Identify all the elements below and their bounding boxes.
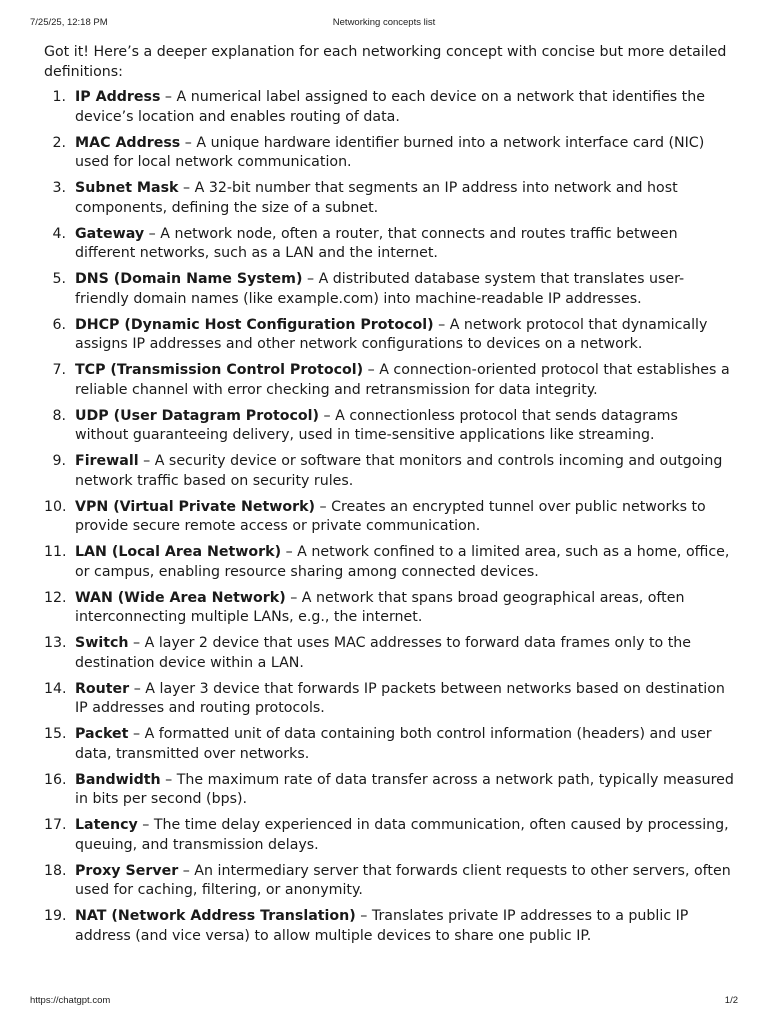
list-item-definition: – A security device or software that monitors and controls incoming and outgoing network traffic based on security rules. [75,453,723,489]
list-item-term: Latency [75,817,138,833]
list-item-number: 13. [44,635,67,651]
list-item-term: VPN (Virtual Private Network) [75,498,315,515]
list-item-number: 15. [44,726,67,742]
list-item-definition: – A network confined to a limited area, such as a home, office, or campus, enabling resource sharing among connected devices. [75,544,730,580]
list-item-definition: – A unique hardware identifier burned into a network interface card (NIC) used for local network communication. [75,134,705,170]
print-title: Networking concepts list [332,17,436,28]
list-item-definition: – Translates private IP addresses to a public IP address (and vice versa) to allow multiple devices to share one public IP. [75,908,689,944]
document-content [44,43,734,953]
list-item-term: MAC Address [75,134,181,151]
list-item [44,407,734,446]
list-item-definition: – A connectionless protocol that sends datagrams without guaranteeing delivery, used in time-sensitive applications like streaming. [75,407,678,443]
list-item-term: UDP (User Datagram Protocol) [75,407,319,424]
list-item-term: TCP (Transmission Control Protocol) [75,362,364,378]
list-item-number: 19. [44,908,67,924]
list-item-number: 10. [44,498,67,515]
list-item [44,134,734,173]
list-item-definition: – A distributed database system that translates user-friendly domain names (like example.com) into machine-readable IP addresses. [75,271,685,307]
list-item-definition: – A network that spans broad geographical areas, often interconnecting multiple LANs, e.g., the internet. [75,589,685,625]
list-item-definition: – An intermediary server that forwards client requests to other servers, often used for caching, filtering, or anonymity. [75,862,731,898]
list-item [44,179,734,218]
list-item-number: 11. [44,544,67,560]
list-item-term: Switch [75,635,129,651]
list-item [44,270,734,309]
list-item-definition: – The maximum rate of data transfer across a network path, typically measured in bits per second (bps). [75,771,734,807]
list-item-number: 5. [52,271,66,287]
print-datetime: 7/25/25, 12:18 PM [30,17,108,28]
print-header [0,17,768,31]
list-item-term: LAN (Local Area Network) [75,544,282,560]
list-item-definition: – Creates an encrypted tunnel over public networks to provide secure remote access or private communication. [75,498,706,534]
list-item [44,498,734,537]
list-item [44,361,734,400]
list-item [44,316,734,355]
list-item-definition: – A formatted unit of data containing both control information (headers) and user data, transmitted over networks. [75,726,712,762]
intro-paragraph: Got it! Here’s a deeper explanation for each networking concept with concise but more detailed definitions: [44,44,727,80]
list-item-definition: – A layer 3 device that forwards IP packets between networks based on destination IP addresses and routing protocols. [75,680,725,716]
list-item-term: Router [75,680,130,697]
list-item-term: Packet [75,726,129,742]
list-item-term: DHCP (Dynamic Host Configuration Protocol) [75,316,434,333]
list-item-number: 6. [52,316,66,333]
list-item-definition: – A connection-oriented protocol that establishes a reliable channel with error checking and retransmission for data integrity. [75,362,730,398]
list-item-number: 16. [44,771,67,788]
list-item-term: IP Address [75,89,161,105]
list-item-definition: – A network node, often a router, that connects and routes traffic between different networks, such as a LAN and the internet. [75,225,678,261]
list-item-term: Subnet Mask [75,180,179,196]
list-item-number: 4. [52,225,66,242]
print-url: https://chatgpt.com [30,995,111,1006]
list-item [44,816,734,855]
list-item-number: 7. [52,362,66,378]
list-item [44,862,734,901]
list-item [44,452,734,491]
list-item [44,543,734,582]
list-item-term: Proxy Server [75,862,179,879]
list-item-number: 18. [44,862,67,879]
list-item-definition: – A 32-bit number that segments an IP address into network and host components, defining the size of a subnet. [75,180,678,216]
list-item-number: 17. [44,817,67,833]
list-item [44,634,734,673]
list-item-term: NAT (Network Address Translation) [75,908,356,924]
list-item [44,225,734,264]
list-item [44,680,734,719]
list-item-definition: – The time delay experienced in data communication, often caused by processing, queuing, and transmission delays. [75,817,729,853]
list-item [44,88,734,127]
list-item-term: Firewall [75,453,139,469]
list-item-term: Gateway [75,225,145,242]
list-item [44,771,734,810]
list-item [44,725,734,764]
concept-list [44,88,734,946]
list-item-number: 14. [44,680,67,697]
list-item-definition: – A layer 2 device that uses MAC addresses to forward data frames only to the destination device within a LAN. [75,635,692,671]
list-item-number: 12. [44,589,67,606]
list-item-definition: – A numerical label assigned to each device on a network that identifies the device’s location and enables routing of data. [75,89,705,125]
list-item-term: WAN (Wide Area Network) [75,589,286,606]
list-item-number: 3. [52,180,66,196]
list-item [44,589,734,628]
list-item-term: DNS (Domain Name System) [75,271,303,287]
list-item-number: 1. [52,89,66,105]
print-page-number: 1/2 [724,995,738,1006]
print-footer [0,995,768,1009]
list-item [44,907,734,946]
list-item-number: 2. [52,134,66,151]
list-item-definition: – A network protocol that dynamically assigns IP addresses and other network configurations to devices on a network. [75,316,708,352]
list-item-number: 9. [52,453,66,469]
list-item-number: 8. [52,407,66,424]
list-item-term: Bandwidth [75,771,161,788]
